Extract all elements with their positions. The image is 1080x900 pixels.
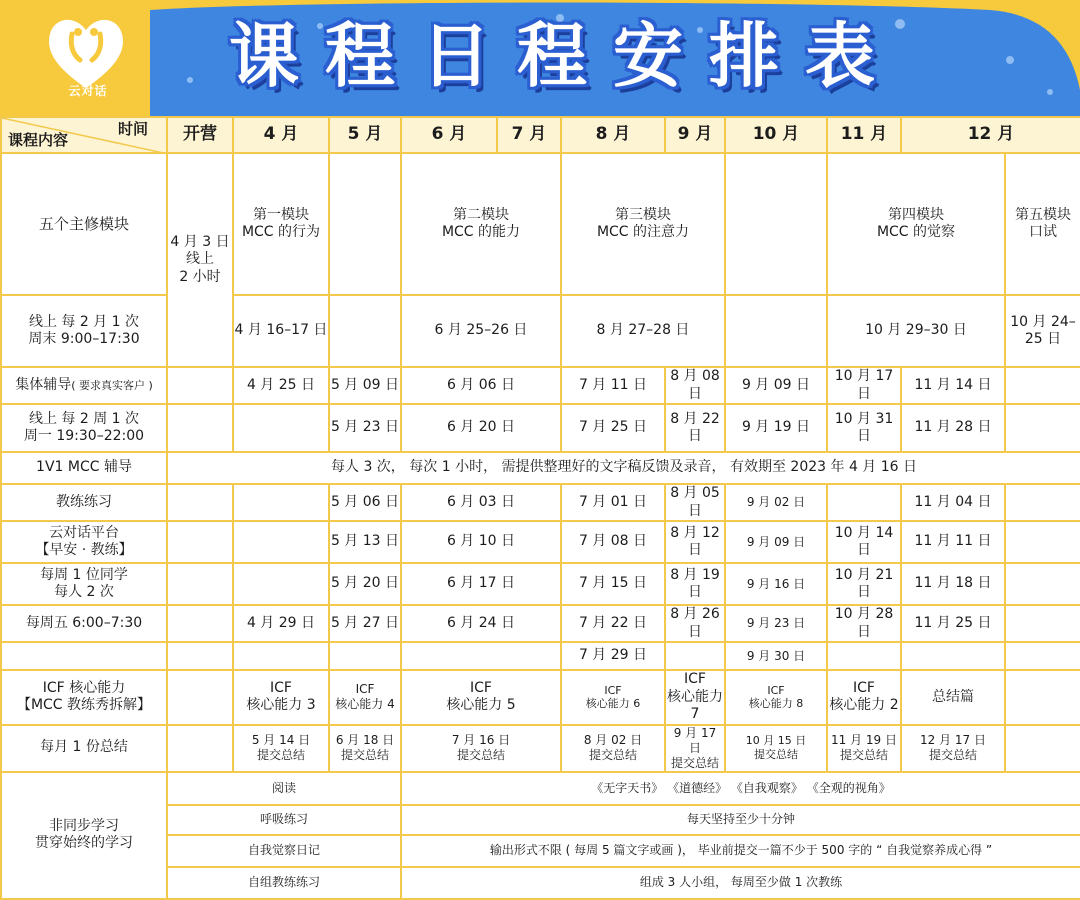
- row-label: ICF 核心能力 【MCC 教练秀拆解】: [1, 670, 167, 725]
- page-title: 课程日程安排表: [229, 15, 901, 97]
- module-1: 第一模块 MCC 的行为: [233, 153, 329, 295]
- module-2-date: 6 月 25–26 日: [401, 295, 561, 367]
- empty-cell: [167, 563, 233, 605]
- async-item-text: 每天坚持至少十分钟: [401, 805, 1080, 835]
- practice-oct: 10 月 14 日: [827, 521, 901, 563]
- practice-nov: 11 月 11 日: [901, 521, 1005, 563]
- practice-row-2: [1, 521, 1080, 563]
- empty-cell: [329, 153, 401, 295]
- month-jun: 6 月: [401, 117, 497, 153]
- modules-row: [1, 153, 1080, 295]
- async-item-name: 自组教练练习: [167, 867, 401, 899]
- group2-nov: 11 月 28 日: [901, 404, 1005, 452]
- row-label: 线上 每 2 月 1 次 周末 9:00–17:30: [1, 295, 167, 367]
- group2-sep: 9 月 19 日: [725, 404, 827, 452]
- summary-apr: 5 月 14 日 提交总结: [233, 725, 329, 772]
- empty-cell: [901, 642, 1005, 670]
- row-label: 线上 每 2 周 1 次 周一 19:30–22:00: [1, 404, 167, 452]
- practice-aug: 8 月 12 日: [665, 521, 725, 563]
- empty-cell: [167, 484, 233, 521]
- header-banner: [0, 0, 1080, 116]
- practice-nov: 11 月 18 日: [901, 563, 1005, 605]
- async-row-1: [1, 772, 1080, 805]
- practice-sep: 9 月 09 日: [725, 521, 827, 563]
- practice-aug: 8 月 26 日: [665, 605, 725, 642]
- row-label: [1, 642, 167, 670]
- summary-sep: 10 月 15 日 提交总结: [725, 725, 827, 772]
- summary-may: 6 月 18 日 提交总结: [329, 725, 401, 772]
- month-nov: 11 月: [827, 117, 901, 153]
- empty-cell: [1005, 642, 1080, 670]
- empty-cell: [1005, 404, 1080, 452]
- empty-cell: [167, 605, 233, 642]
- empty-cell: [725, 295, 827, 367]
- row-label: 教练练习: [1, 484, 167, 521]
- practice-row-1: [1, 484, 1080, 521]
- module-2: 第二模块 MCC 的能力: [401, 153, 561, 295]
- row-label: 每月 1 份总结: [1, 725, 167, 772]
- group-coaching-row: [1, 367, 1080, 404]
- async-label: 非同步学习 贯穿始终的学习: [1, 772, 167, 899]
- empty-cell: [1005, 367, 1080, 404]
- month-apr: 4 月: [233, 117, 329, 153]
- practice-jul: 7 月 22 日: [561, 605, 665, 642]
- group-sep: 9 月 09 日: [725, 367, 827, 404]
- empty-cell: [665, 642, 725, 670]
- async-item-text: 组成 3 人小组， 每周至少做 1 次教练: [401, 867, 1080, 899]
- icf-row: [1, 670, 1080, 725]
- empty-cell: [1005, 484, 1080, 521]
- practice-oct: 10 月 21 日: [827, 563, 901, 605]
- practice-apr: 4 月 29 日: [233, 605, 329, 642]
- summary-oct: 11 月 19 日 提交总结: [827, 725, 901, 772]
- corner-content-label: 课程内容: [8, 131, 69, 150]
- row-label: 每周五 6:00–7:30: [1, 605, 167, 642]
- practice-may: 5 月 20 日: [329, 563, 401, 605]
- async-item-text: 《无字天书》 《道德经》 《自我观察》 《全观的视角》: [401, 772, 1080, 805]
- one-on-one-text: 每人 3 次， 每次 1 小时， 需提供整理好的文字稿反馈及录音， 有效期至 2023 年 4 月 16 日: [167, 452, 1080, 484]
- icf-sep: ICF 核心能力 8: [725, 670, 827, 725]
- summary-jun: 7 月 16 日 提交总结: [401, 725, 561, 772]
- group-may: 5 月 09 日: [329, 367, 401, 404]
- practice-jun: 6 月 17 日: [401, 563, 561, 605]
- practice-row-3: [1, 563, 1080, 605]
- month-sep: 9 月: [665, 117, 725, 153]
- module-3-date: 8 月 27–28 日: [561, 295, 725, 367]
- empty-cell: [827, 642, 901, 670]
- practice-aug: 8 月 19 日: [665, 563, 725, 605]
- group2-aug: 8 月 22 日: [665, 404, 725, 452]
- empty-cell: [1005, 670, 1080, 725]
- group-label: 集体辅导: [15, 376, 72, 393]
- empty-cell: [1005, 725, 1080, 772]
- practice-may: 5 月 06 日: [329, 484, 401, 521]
- month-oct: 10 月: [725, 117, 827, 153]
- summary-aug: 9 月 17 日 提交总结: [665, 725, 725, 772]
- camp-cell: 4 月 3 日 线上 2 小时: [167, 153, 233, 367]
- icf-jul: ICF 核心能力 6: [561, 670, 665, 725]
- summary-nov: 12 月 17 日 提交总结: [901, 725, 1005, 772]
- async-item-name: 阅读: [167, 772, 401, 805]
- icf-may: ICF 核心能力 4: [329, 670, 401, 725]
- module-dates-row: [1, 295, 1080, 367]
- empty-cell: [233, 563, 329, 605]
- group-nov: 11 月 14 日: [901, 367, 1005, 404]
- row-label: 每周 1 位同学 每人 2 次: [1, 563, 167, 605]
- practice-sep: 9 月 30 日: [725, 642, 827, 670]
- group2-jul: 7 月 25 日: [561, 404, 665, 452]
- practice-row-4: [1, 605, 1080, 642]
- group2-oct: 10 月 31 日: [827, 404, 901, 452]
- empty-cell: [167, 367, 233, 404]
- row-label: 五个主修模块: [1, 153, 167, 295]
- icf-apr: ICF 核心能力 3: [233, 670, 329, 725]
- empty-cell: [233, 521, 329, 563]
- empty-cell: [233, 484, 329, 521]
- practice-jul: 7 月 08 日: [561, 521, 665, 563]
- practice-oct: [827, 484, 901, 521]
- group-apr: 4 月 25 日: [233, 367, 329, 404]
- group-jun: 6 月 06 日: [401, 367, 561, 404]
- empty-cell: [233, 642, 329, 670]
- practice-nov: 11 月 25 日: [901, 605, 1005, 642]
- practice-jun: 6 月 24 日: [401, 605, 561, 642]
- practice-jul: 7 月 15 日: [561, 563, 665, 605]
- practice-jul: 7 月 29 日: [561, 642, 665, 670]
- empty-cell: [233, 404, 329, 452]
- practice-aug: 8 月 05 日: [665, 484, 725, 521]
- practice-row-5: [1, 642, 1080, 670]
- month-camp: 开营: [167, 117, 233, 153]
- row-label: [1, 367, 167, 404]
- practice-jun: 6 月 03 日: [401, 484, 561, 521]
- schedule-table: [0, 116, 1080, 900]
- practice-nov: 11 月 04 日: [901, 484, 1005, 521]
- month-header-row: [1, 117, 1080, 153]
- group-aug: 8 月 08 日: [665, 367, 725, 404]
- async-item-name: 自我觉察日记: [167, 835, 401, 867]
- icf-jun: ICF 核心能力 5: [401, 670, 561, 725]
- month-may: 5 月: [329, 117, 401, 153]
- module-5-oral-date: 10 月 24–25 日: [1005, 295, 1080, 367]
- row-label: 云对话平台 【早安 · 教练】: [1, 521, 167, 563]
- empty-cell: [1005, 521, 1080, 563]
- group2-may: 5 月 23 日: [329, 404, 401, 452]
- practice-may: 5 月 27 日: [329, 605, 401, 642]
- module-5-oral: 第五模块 口试: [1005, 153, 1080, 295]
- group-jul: 7 月 11 日: [561, 367, 665, 404]
- icf-nov: 总结篇: [901, 670, 1005, 725]
- empty-cell: [401, 642, 561, 670]
- practice-sep: 9 月 16 日: [725, 563, 827, 605]
- empty-cell: [329, 642, 401, 670]
- async-item-name: 呼吸练习: [167, 805, 401, 835]
- logo-text: 云对话: [68, 84, 108, 98]
- empty-cell: [725, 153, 827, 295]
- month-aug: 8 月: [561, 117, 665, 153]
- summary-jul: 8 月 02 日 提交总结: [561, 725, 665, 772]
- practice-jul: 7 月 01 日: [561, 484, 665, 521]
- async-item-text: 输出形式不限 ( 每周 5 篇文字或画 )， 毕业前提交一篇不少于 500 字的 “ 自我觉察养成心得 ”: [401, 835, 1080, 867]
- summary-row: [1, 725, 1080, 772]
- module-3: 第三模块 MCC 的注意力: [561, 153, 725, 295]
- practice-sep: 9 月 23 日: [725, 605, 827, 642]
- empty-cell: [167, 642, 233, 670]
- row-label: 1V1 MCC 辅导: [1, 452, 167, 484]
- corner-cell: [1, 117, 167, 153]
- corner-time-label: 时间: [117, 120, 148, 138]
- practice-may: 5 月 13 日: [329, 521, 401, 563]
- empty-cell: [167, 725, 233, 772]
- empty-cell: [167, 404, 233, 452]
- group2-jun: 6 月 20 日: [401, 404, 561, 452]
- month-jul: 7 月: [497, 117, 561, 153]
- month-dec: 12 月: [901, 117, 1080, 153]
- practice-jun: 6 月 10 日: [401, 521, 561, 563]
- practice-oct: 10 月 28 日: [827, 605, 901, 642]
- empty-cell: [167, 670, 233, 725]
- module-4-date: 10 月 29–30 日: [827, 295, 1005, 367]
- empty-cell: [329, 295, 401, 367]
- empty-cell: [167, 521, 233, 563]
- group-note: ( 要求真实客户 ): [71, 378, 153, 392]
- empty-cell: [1005, 605, 1080, 642]
- icf-oct: ICF 核心能力 2: [827, 670, 901, 725]
- module-1-date: 4 月 16–17 日: [233, 295, 329, 367]
- empty-cell: [1005, 563, 1080, 605]
- group-oct: 10 月 17 日: [827, 367, 901, 404]
- icf-aug: ICF 核心能力 7: [665, 670, 725, 725]
- practice-sep: 9 月 02 日: [725, 484, 827, 521]
- one-on-one-row: [1, 452, 1080, 484]
- module-4: 第四模块 MCC 的觉察: [827, 153, 1005, 295]
- group-coaching-row-2: [1, 404, 1080, 452]
